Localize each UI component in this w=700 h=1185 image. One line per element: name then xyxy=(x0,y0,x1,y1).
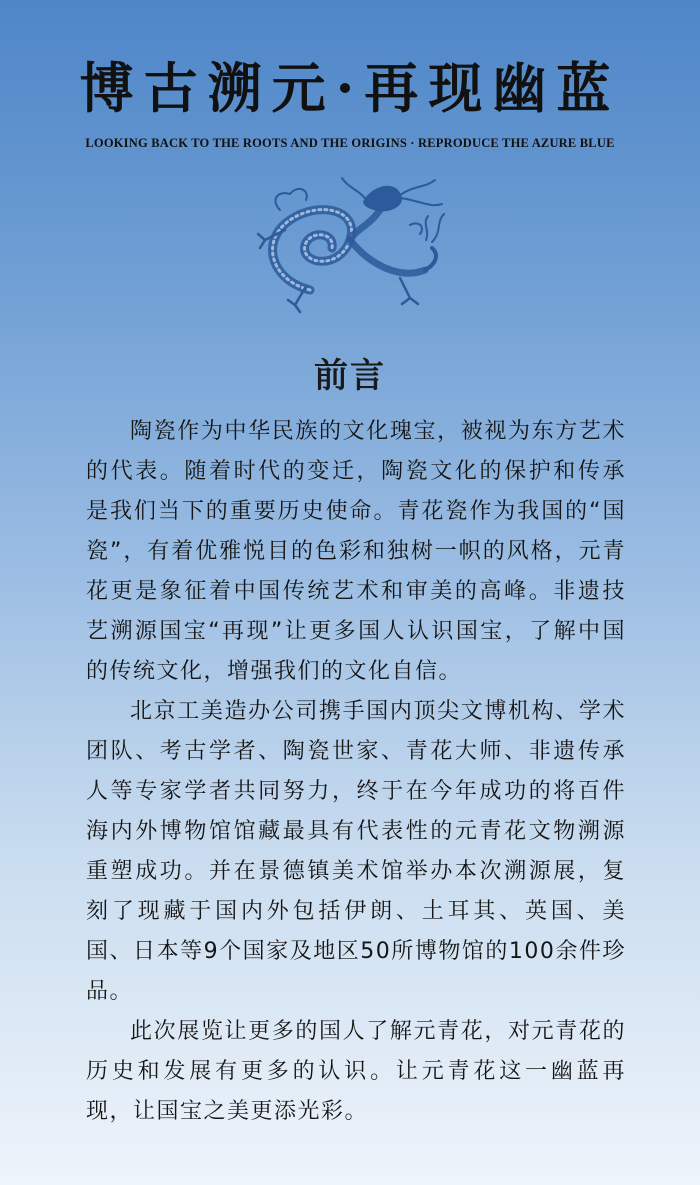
poster-subtitle: LOOKING BACK TO THE ROOTS AND THE ORIGINS · REPRODUCE THE AZURE BLUE xyxy=(85,136,615,150)
poster-title: 博古溯元·再现幽蓝 xyxy=(79,56,621,120)
preface-paragraph: 陶瓷作为中华民族的文化瑰宝，被视为东方艺术的代表。随着时代的变迁，陶瓷文化的保护和传承是我们当下的重要历史使命。青花瓷作为我国的“国瓷”，有着优雅悦目的色彩和独树一帜的风格，元青花更是象征着中国传统艺术和审美的高峰。非遗技艺溯源国宝“再现”让更多国人认识国宝，了解中国的传统文化，增强我们的文化自信。 xyxy=(86,419,626,684)
preface-body xyxy=(86,412,626,1132)
preface-paragraph: 北京工美造办公司携手国内顶尖文博机构、学术团队、考古学者、陶瓷世家、青花大师、非遗传承人等专家学者共同努力，终于在今年成功的将百件海内外博物馆馆藏最具有代表性的元青花文物溯源重塑成功。并在景德镇美术馆举办本次溯源展，复刻了现藏于国内外包括伊朗、土耳其、英国、美国、日本等9个国家及地区50所博物馆的100余件珍品。 xyxy=(86,699,626,1004)
preface-paragraph: 此次展览让更多的国人了解元青花，对元青花的历史和发展有更多的认识。让元青花这一幽蓝再现，让国宝之美更添光彩。 xyxy=(86,1019,626,1124)
preface-heading: 前言 xyxy=(314,356,386,396)
dragon-icon xyxy=(250,170,450,320)
